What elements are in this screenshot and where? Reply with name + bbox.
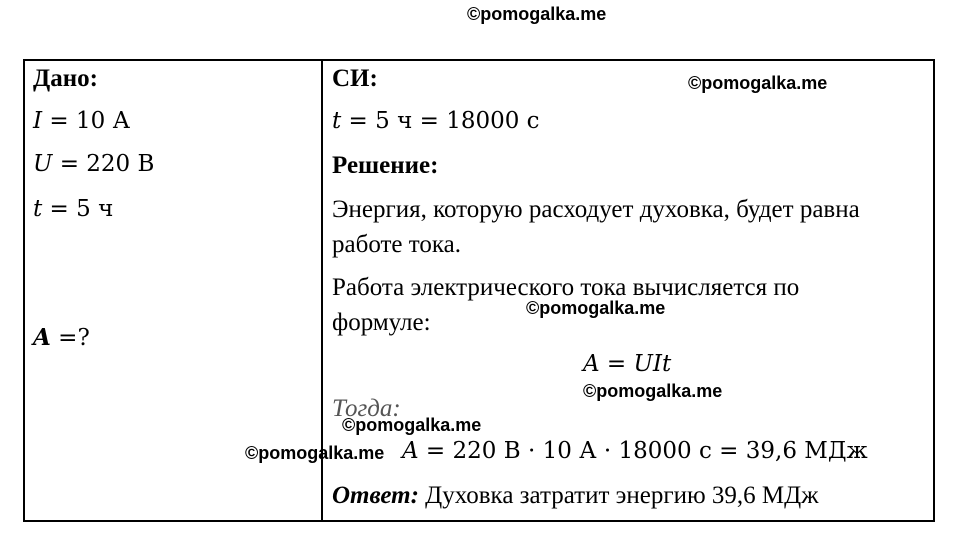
solution-paragraph-1-line-2: работе тока. [332, 231, 461, 258]
watermark-top: ©pomogalka.me [467, 4, 607, 24]
current-value: = 10 А [42, 108, 130, 134]
watermark-lower: ©pomogalka.me [583, 381, 723, 401]
si-time-symbol: t [332, 108, 342, 134]
current-symbol: I [33, 108, 43, 134]
given-current [33, 110, 130, 133]
voltage-value: = 220 В [52, 151, 155, 177]
given-time [33, 198, 113, 221]
calc-expression: = 220 В · 10 А · 18000 с = 39,6 МДж [418, 438, 868, 464]
find-mark: =? [50, 325, 90, 351]
watermark-right: ©pomogalka.me [688, 73, 828, 93]
find-quantity [33, 326, 90, 350]
then-label: Тогда: [332, 395, 401, 422]
answer-line [332, 483, 818, 508]
watermark-middle: ©pomogalka.me [526, 298, 666, 318]
answer-label: Ответ: [332, 482, 419, 509]
si-time-value: = 5 ч = 18000 с [341, 108, 540, 134]
voltage-symbol: U [33, 151, 53, 177]
si-heading: СИ: [332, 65, 378, 92]
watermark-bottom-mid: ©pomogalka.me [342, 415, 482, 435]
given-voltage [33, 153, 154, 176]
time-symbol: t [33, 196, 43, 222]
time-value: = 5 ч [42, 196, 114, 222]
work-symbol: A [33, 324, 51, 351]
solution-paragraph-2-line-2: формуле: [332, 309, 431, 336]
calc-work-symbol: A [402, 438, 419, 464]
si-time-conversion [332, 110, 540, 133]
solution-paragraph-2-line-1: Работа электрического тока вычисляется по [332, 274, 800, 301]
watermark-bottom-left: ©pomogalka.me [245, 443, 385, 463]
solution-paragraph-1-line-1: Энергия, которую расходует духовка, будет равна [332, 196, 860, 223]
given-heading: Дано: [33, 65, 98, 92]
answer-text: Духовка затратит энергию 39,6 МДж [418, 482, 819, 509]
solution-heading: Решение: [332, 152, 439, 179]
work-formula: A = UIt [583, 351, 672, 377]
work-calculation [402, 440, 868, 463]
